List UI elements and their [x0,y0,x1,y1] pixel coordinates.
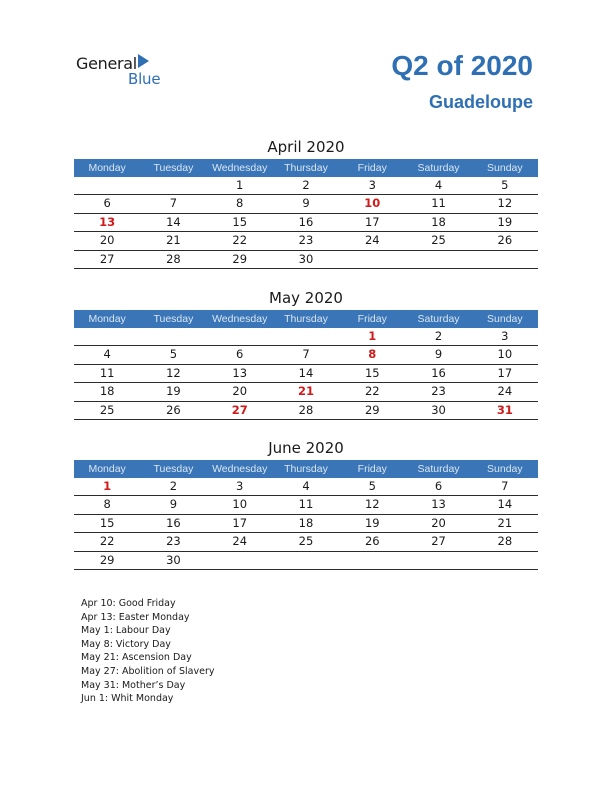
month-title: April 2020 [267,138,345,156]
day-cell: 21 [297,384,314,399]
day-cell: 9 [302,196,310,211]
weekday-label: Saturday [417,313,460,325]
logo-general-text: General [76,54,137,73]
day-cell: 14 [166,214,181,229]
day-cell: 10 [364,196,381,211]
day-cell: 24 [364,233,380,248]
weekday-label: Tuesday [153,162,194,174]
day-cell: 25 [431,233,446,248]
day-cell: 17 [497,365,513,380]
day-cell: 3 [501,329,509,343]
weekday-label: Sunday [487,313,523,325]
week-row [74,232,538,250]
day-cell: 4 [103,347,111,362]
weekday-header [74,460,538,478]
empty-day-cell [74,177,140,194]
day-cell: 20 [99,233,115,248]
day-cell: 13 [431,497,446,512]
holiday-item: Jun 1: Whit Monday [81,693,174,705]
day-cell: 18 [99,384,115,399]
week-row [74,365,538,383]
day-cell: 27 [231,402,248,417]
day-cell: 8 [103,497,111,512]
holiday-item: May 21: Ascension Day [81,652,192,664]
day-cell: 5 [501,178,509,192]
week-row [74,478,538,496]
day-cell: 19 [364,515,380,530]
day-cell: 27 [431,534,446,549]
weekday-label: Friday [357,463,387,475]
day-cell: 25 [99,402,115,417]
day-cell: 25 [298,534,314,549]
day-cell: 23 [166,534,181,549]
day-cell: 2 [169,479,178,493]
day-cell: 22 [364,384,380,399]
weekday-label: Monday [88,313,126,325]
day-cell: 1 [236,178,244,192]
empty-day-cell [74,328,140,345]
week-row [74,402,538,420]
day-cell: 16 [166,515,181,530]
day-cell: 12 [166,365,181,380]
logo-flag-icon [138,54,149,68]
day-cell: 3 [368,178,376,192]
month-title: May 2020 [269,289,343,307]
holiday-list [81,597,214,706]
day-cell: 17 [232,515,248,530]
logo [76,52,176,88]
day-cell: 11 [99,365,115,380]
day-cell: 18 [431,214,446,229]
week-row [74,177,538,195]
day-cell: 23 [431,384,446,399]
day-cell: 30 [431,402,446,417]
week-row [74,383,538,401]
empty-day-cell [339,552,405,569]
day-cell: 7 [302,347,310,362]
weekday-label: Wednesday [212,162,268,174]
day-cell: 26 [497,233,513,248]
day-cell: 15 [99,515,115,530]
day-cell: 22 [232,233,248,248]
day-cell: 6 [103,196,111,211]
day-cell: 19 [497,214,513,229]
day-cell: 24 [497,384,513,399]
empty-day-cell [273,552,339,569]
empty-day-cell [140,177,206,194]
empty-day-cell [273,328,339,345]
day-cell: 2 [302,178,310,192]
holiday-item: May 1: Labour Day [81,625,171,637]
weekday-label: Wednesday [212,463,268,475]
day-cell: 31 [496,402,513,417]
day-cell: 8 [368,347,377,362]
day-cell: 21 [166,233,181,248]
day-cell: 2 [434,329,443,343]
day-cell: 7 [501,479,509,493]
day-cell: 28 [166,251,181,266]
day-cell: 30 [166,552,181,567]
day-cell: 9 [169,497,178,512]
day-cell: 26 [166,402,181,417]
day-cell: 11 [298,497,314,512]
day-cell: 5 [169,347,178,362]
day-cell: 15 [364,365,380,380]
day-cell: 26 [364,534,380,549]
day-cell: 12 [364,497,380,512]
day-cell: 14 [497,497,513,512]
empty-day-cell [405,251,471,268]
day-cell: 20 [232,384,248,399]
day-cell: 16 [431,365,446,380]
day-cell: 10 [497,347,513,362]
day-cell: 23 [298,233,314,248]
weekday-label: Sunday [487,162,523,174]
empty-day-cell [472,552,538,569]
week-row [74,346,538,364]
month-june [74,437,538,570]
day-cell: 17 [364,214,380,229]
week-row [74,533,538,551]
day-cell: 16 [298,214,314,229]
empty-day-cell [207,552,273,569]
week-row [74,214,538,232]
day-cell: 20 [431,515,446,530]
day-cell: 8 [236,196,244,211]
weekday-label: Tuesday [153,463,194,475]
day-cell: 6 [434,479,443,493]
day-cell: 6 [236,347,244,362]
day-cell: 9 [434,347,443,362]
holiday-item: May 27: Abolition of Slavery [81,665,215,677]
weekday-header [74,159,538,177]
weekday-label: Wednesday [212,313,268,325]
day-cell: 29 [364,402,380,417]
month-may [74,287,538,420]
day-cell: 4 [434,178,443,192]
week-row [74,195,538,213]
day-cell: 7 [169,196,178,211]
day-cell: 12 [497,196,513,211]
empty-day-cell [405,552,471,569]
day-cell: 29 [232,251,248,266]
holiday-item: Apr 10: Good Friday [81,598,176,609]
day-cell: 15 [232,214,248,229]
weekday-label: Monday [88,463,126,475]
week-row [74,515,538,533]
day-cell: 24 [232,534,248,549]
day-cell: 1 [368,329,377,343]
day-cell: 27 [99,251,115,266]
day-cell: 3 [236,479,244,493]
day-cell: 22 [99,534,115,549]
page-title: Q2 of 2020 [391,50,533,81]
weekday-label: Friday [357,313,387,325]
empty-day-cell [472,251,538,268]
day-cell: 1 [103,479,112,493]
day-cell: 13 [99,214,116,229]
month-april [74,136,538,269]
weekday-header [74,310,538,328]
weekday-label: Monday [88,162,126,174]
weekday-label: Thursday [284,313,328,325]
week-row [74,251,538,269]
week-row [74,496,538,514]
weekday-label: Thursday [284,162,328,174]
weekday-label: Saturday [417,162,460,174]
day-cell: 29 [99,552,115,567]
empty-day-cell [140,328,206,345]
weekday-label: Friday [357,162,387,174]
day-cell: 5 [368,479,376,493]
weekday-label: Tuesday [153,313,194,325]
month-title: June 2020 [268,439,344,457]
day-cell: 10 [232,497,248,512]
day-cell: 11 [431,196,446,211]
day-cell: 28 [497,534,513,549]
day-cell: 4 [302,479,310,493]
day-cell: 14 [298,365,314,380]
holiday-item: May 8: Victory Day [81,638,171,650]
weekday-label: Saturday [417,463,460,475]
day-cell: 18 [298,515,314,530]
weekday-label: Thursday [284,463,328,475]
holiday-item: Apr 13: Easter Monday [81,611,190,623]
week-row [74,552,538,570]
empty-day-cell [339,251,405,268]
day-cell: 30 [298,251,314,266]
empty-day-cell [207,328,273,345]
weekday-label: Sunday [487,463,523,475]
region-title: Guadeloupe [428,92,533,112]
day-cell: 21 [497,515,513,530]
logo-blue-text: Blue [128,70,161,88]
day-cell: 28 [298,402,314,417]
week-row [74,328,538,346]
holiday-item: May 31: Mother’s Day [81,679,186,691]
day-cell: 13 [232,365,248,380]
day-cell: 19 [166,384,181,399]
